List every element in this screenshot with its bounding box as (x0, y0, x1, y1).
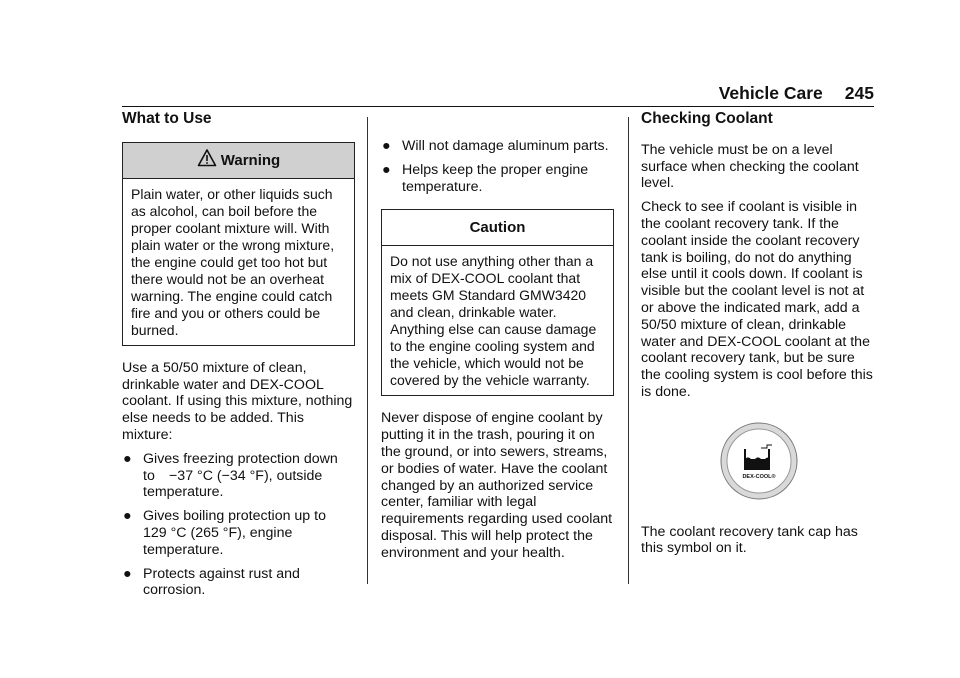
warning-header (123, 143, 354, 179)
dex-cool-cap-icon (719, 421, 799, 501)
bullet-icon: ● (123, 508, 132, 525)
bullet-icon: ● (123, 565, 132, 582)
warning-text: Plain water, or other liquids such as alcohol, can boil before the proper coolant mixture will. With plain water or the wrong mixture, the engine could get too hot but there would not be an overheat warning. The engine could catch fire and you or others could be burned. (131, 185, 335, 338)
list-item: ● Helps keep the proper engine temperature. (382, 161, 589, 195)
what-to-use-heading: What to Use (122, 110, 212, 127)
column-3 (641, 111, 876, 564)
warning-label: Warning (220, 151, 281, 169)
column-divider-2 (628, 117, 629, 584)
warning-triangle-icon (197, 148, 217, 168)
bullet-icon: ● (123, 450, 132, 467)
bullet-icon: ● (382, 138, 391, 154)
dex-cool-label: DEX-COOL® (741, 473, 776, 480)
list-item: ● Gives freezing protection down to −37 °C (−34 °F), outside temperature. (123, 450, 338, 501)
warning-box (122, 142, 355, 346)
column-divider-1 (367, 117, 368, 584)
checking-coolant-heading: Checking Coolant (641, 110, 773, 127)
check-coolant-paragraph: Check to see if coolant is visible in the coolant recovery tank. If the coolant inside the coolant recovery tank is boiling, do not do anything else until it cools down. If coolant is visible but the coolant level is not at or above the indicated mark, add a 50/50 mixture of clean, drinkable water and DEX-COOL coolant at the coolant recovery tank, but be sure the cooling system is cool before this is done. (641, 199, 873, 400)
section-title: Vehicle Care (718, 83, 823, 103)
list-item: ● Gives boiling protection up to 129 °C (265 °F), engine temperature. (123, 508, 326, 558)
bullet-icon: ● (382, 161, 391, 178)
list-item: ● Will not damage aluminum parts. (382, 138, 609, 154)
column-1 (122, 111, 355, 606)
caution-header: Caution (382, 210, 613, 246)
list-item: ● Protects against rust and corrosion. (123, 565, 300, 599)
symbol-caption: The coolant recovery tank cap has this symbol on it. (641, 523, 858, 557)
disposal-paragraph: Never dispose of engine coolant by putting it in the trash, pouring it on the ground, or into sewers, streams, or bodies of water. Have the coolant changed by an authorized service center, familiar with legal requirements regarding used coolant disposal. This will help protect the environment and your health. (381, 410, 613, 561)
mixture-intro: Use a 50/50 mixture of clean, drinkable water and DEX-COOL coolant. If using this mixture, nothing else needs to be added. This mixture: (122, 359, 353, 443)
header-rule (122, 106, 874, 107)
column-2 (381, 138, 614, 569)
page-header (719, 83, 874, 104)
caution-box (381, 209, 614, 396)
symbol-container (641, 421, 876, 506)
level-surface-paragraph: The vehicle must be on a level surface when checking the coolant level. (641, 141, 859, 192)
caution-text: Do not use anything other than a mix of DEX-COOL coolant that meets GM Standard GMW3420 and clean, drinkable water. Anything else can cause damage to the engine cooling system and the vehicle, which would not be covered by the vehicle warranty. (390, 253, 597, 389)
page-number: 245 (844, 83, 874, 103)
